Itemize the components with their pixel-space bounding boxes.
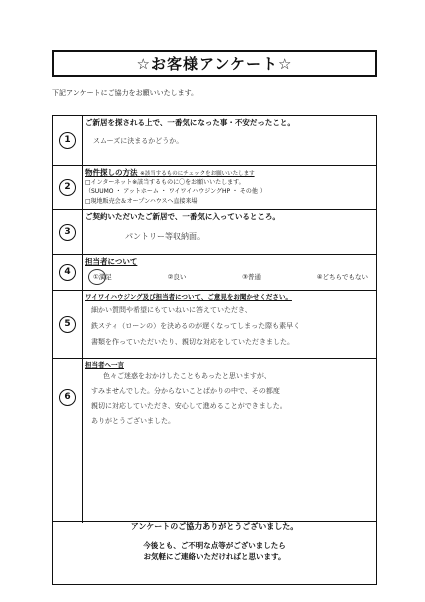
question-number: 2 (59, 179, 76, 196)
question-content (83, 210, 376, 254)
rating-option-satisfied: ①満足 (93, 273, 112, 281)
option-sites: （SUUMO ・ アットホーム ・ ワイワイハウジングHP ・ その他 ） (85, 188, 266, 195)
option-internet: □インターネット※該当するものに〇をお願いいたします。 (85, 179, 245, 186)
question-number-cell (53, 359, 83, 523)
question-text: 担当者へ一言 (85, 361, 124, 369)
question-number-cell (53, 166, 83, 209)
handwritten-answer-line: 親切に対応していただき、安心して進めることができました。 (91, 402, 287, 410)
handwritten-answer-line: 色々ご迷惑をおかけしたこともあったと思いますが、 (103, 372, 271, 380)
closing-box (52, 520, 377, 585)
question-text (85, 168, 374, 179)
question-text: ご新居を探される上で、一番気になった事・不安だったこと。 (85, 118, 295, 127)
handwritten-answer: スムーズに決まるかどうか。 (93, 137, 184, 145)
question-row-4 (53, 255, 376, 291)
question-row-6 (53, 359, 376, 523)
option-visit: □現地販売会＆オープンハウスへ直接来場 (85, 198, 198, 205)
rating-option-good: ②良い (167, 273, 187, 281)
question-text: ご契約いただいたご新居で、一番気に入っているところ。 (85, 212, 280, 221)
question-content (83, 116, 376, 165)
closing-spacer (53, 532, 376, 540)
question-text: 担当者について (85, 257, 138, 266)
question-row-5 (53, 291, 376, 359)
handwritten-answer-line: 細かい質問や希望にもていねいに答えていただき、 (91, 306, 252, 314)
question-title: 物件探しの方法 (85, 168, 138, 177)
handwritten-answer-line: すみませんでした。分からないことばかりの中で、その都度 (91, 387, 280, 395)
question-content (83, 166, 376, 209)
handwritten-answer-line: 書類を作っていただいたり、親切な対応をしていただきました。 (91, 338, 294, 346)
question-number: 4 (59, 264, 76, 281)
question-content (83, 255, 376, 290)
question-number-cell (53, 116, 83, 165)
handwritten-answer-line: 鉄スティ（ローンの）を決めるのが遅くなってしまった際も素早く (91, 322, 301, 330)
handwritten-answer: パントリー等収納面。 (125, 232, 205, 241)
closing-line-1: 今後とも、ご不明な点等がございましたら (143, 541, 286, 550)
question-note: ※該当するものにチェックをお願いいたします (140, 171, 255, 177)
question-text: ワイワイハウジング及び担当者について、ご意見をお聞かせください。 (85, 293, 292, 301)
question-row-3 (53, 210, 376, 255)
handwritten-answer-line: ありがとうございました。 (91, 417, 175, 425)
question-row-1 (53, 116, 376, 166)
question-number: 6 (59, 389, 76, 406)
closing-thanks: アンケートのご協力ありがとうございました。 (130, 522, 299, 531)
question-row-2 (53, 166, 376, 210)
intro-text: 下記アンケートにご協力をお願いいたします。 (52, 89, 199, 97)
question-number-cell (53, 255, 83, 290)
rating-options (91, 272, 370, 281)
question-content (83, 291, 376, 358)
question-number-cell (53, 210, 83, 254)
survey-title: ☆お客様アンケート☆ (52, 50, 377, 77)
question-number: 5 (59, 316, 76, 333)
closing-line-2: お気軽にご連絡いただければと思います。 (143, 552, 286, 561)
question-content (83, 359, 376, 523)
question-number: 3 (59, 224, 76, 241)
question-number: 1 (59, 132, 76, 149)
rating-option-average: ③普通 (242, 273, 261, 281)
question-number-cell (53, 291, 83, 358)
survey-table (52, 115, 377, 522)
rating-option-neutral: ④どちらでもない (316, 273, 368, 281)
